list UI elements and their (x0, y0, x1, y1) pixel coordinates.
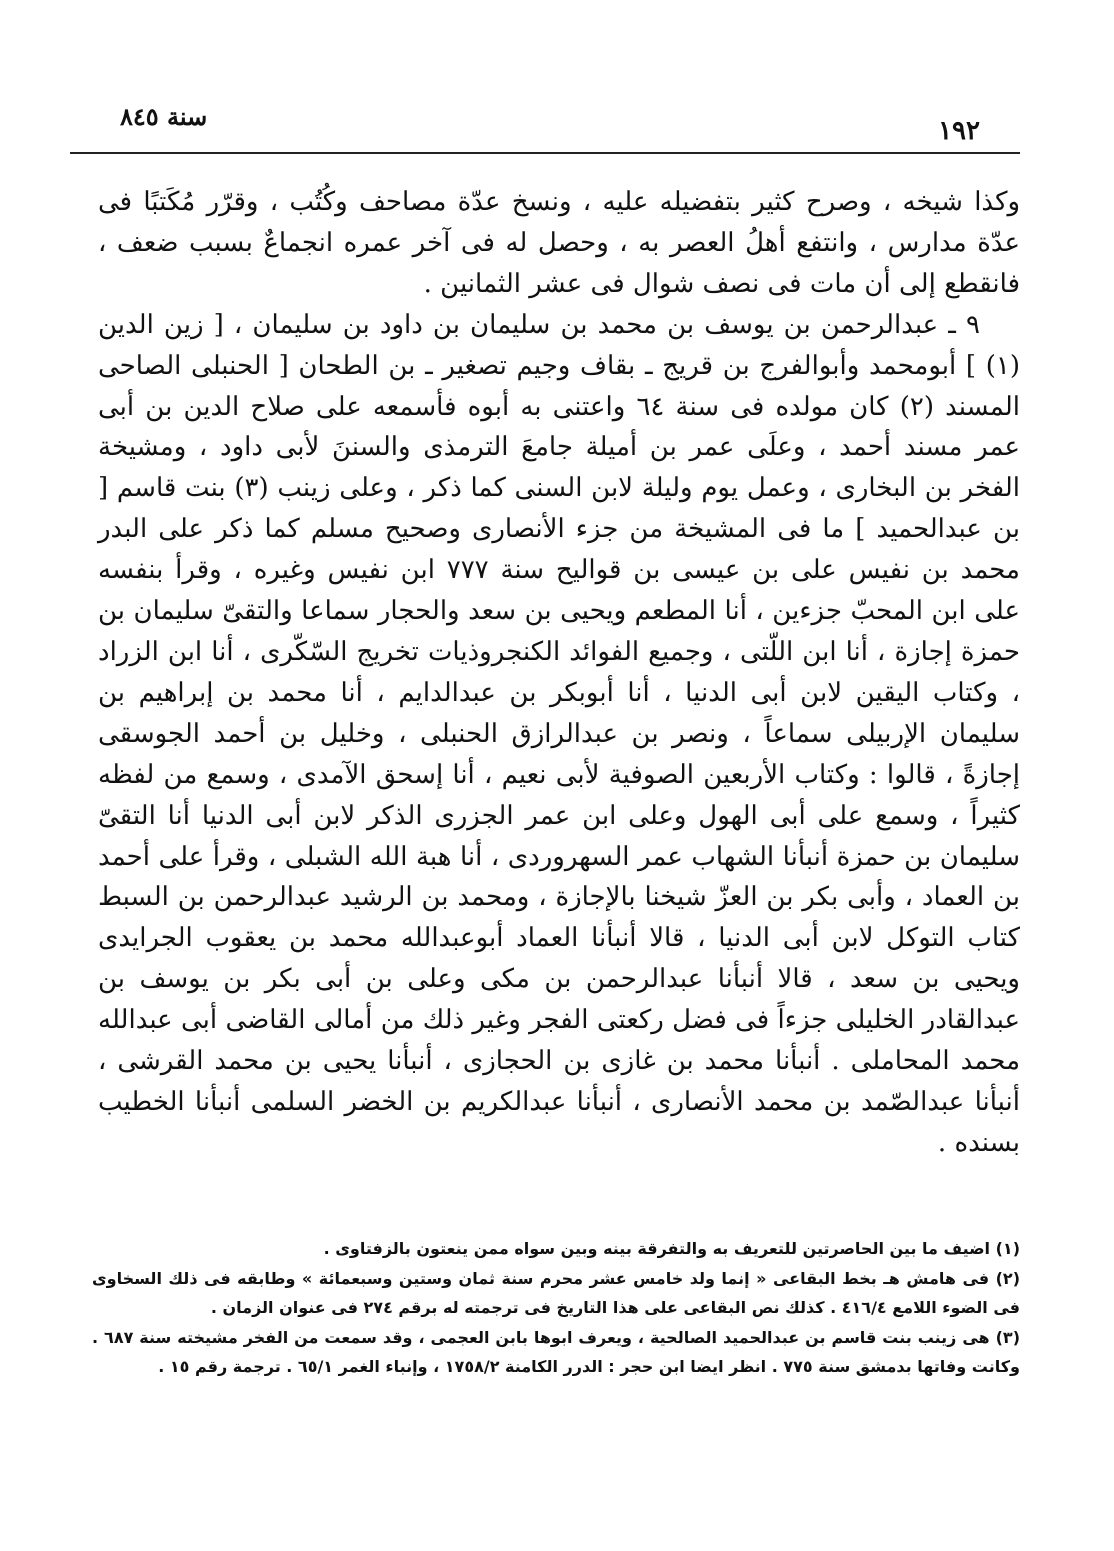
footnote-2: (٢) فى هامش هـ بخط البقاعى « إنما ولد خامس عشر محرم سنة ثمان وستين وسبعمائة » وطابقه فى ذلك السخاوى فى الضوء اللامع ٤١٦/٤ . كذلك نص البقاعى على هذا التاريخ فى ترجمته له برقم ٢٧٤ فى عنوان الزمان . (92, 1268, 1020, 1317)
header-rule (70, 152, 1020, 154)
running-head-year: سنة ٨٤٥ (120, 102, 208, 131)
footnote-3: (٣) هى زينب بنت قاسم بن عبدالحميد الصالحية ، ويعرف ابوها بابن العجمى ، وقد سمعت من الفخر مشيخته سنة ٦٨٧ . وكانت وفاتها بدمشق سنة ٧٧٥ . انظر ايضا ابن حجر : الدرر الكامنة ١٧٥٨/٢ ، وإنباء الغمر ٦٥/١ . ترجمة رقم ١٥ . (92, 1327, 1020, 1376)
paragraph-entry-9: ٩ ـ عبدالرحمن بن يوسف بن محمد بن سليمان بن داود بن سليمان ، [ زين الدين (١) ] أبومحمد وأبوالفرج بن قريج ـ بقاف وجيم تصغير ـ بن الطحان [ الحنبلى الصاحى المسند (٢) كان مولده فى سنة ٦٤ واعتنى به أبوه فأسمعه على صلاح الدين بن أبى عمر مسند أحمد ، وعلَى عمر بن أميلة جامعَ الترمذى والسننَ لأبى داود ، ومشيخة الفخر بن البخارى ، وعمل يوم وليلة لابن السنى كما ذكر ، وعلى زينب (٣) بنت قاسم [ بن عبدالحميد ] ما فى المشيخة من جزء الأنصارى وصحيح مسلم كما ذكر على البدر محمد بن نفيس على بن عيسى بن قواليح سنة ٧٧٧ ابن نفيس وغيره ، وقرأ بنفسه على ابن المحبّ جزءين ، أنا المطعم ويحيى بن سعد والحجار سماعا والتقىّ سليمان بن حمزة إجازة ، أنا ابن اللّتى ، وجميع الفوائد الكنجروذيات تخريج السّكّرى ، أنا ابن الزراد ، وكتاب اليقين لابن أبى الدنيا ، أنا أبوبكر بن عبدالدايم ، أنا محمد بن إبراهيم بن سليمان الإربيلى سماعاً ، ونصر بن عبدالرازق الحنبلى ، وخليل بن أحمد الجوسقى إجازةً ، قالوا : وكتاب الأربعين الصوفية لأبى نعيم ، أنا إسحق الآمدى ، وسمع من لفظه كثيراً ، وسمع على أبى الهول وعلى ابن عمر الجزرى الذكر لابن أبى الدنيا أنا التقىّ سليمان بن حمزة أنبأنا الشهاب عمر السهروردى ، أنا هبة الله الشبلى ، وقرأ على أحمد بن العماد ، وأبى بكر بن العزّ شيخنا بالإجازة ، ومحمد بن الرشيد عبدالرحمن بن السبط كتاب التوكل لابن أبى الدنيا ، قالا أنبأنا العماد أبوعبدالله محمد بن يعقوب الجرايدى ويحيى بن سعد ، قالا أنبأنا عبدالرحمن بن مكى وعلى بن أبى بكر بن يوسف بن عبدالقادر الخليلى جزءاً فى فضل ركعتى الفجر وغير ذلك من أمالى القاضى أبى عبدالله محمد المحاملى . أنبأنا محمد بن غازى بن الحجازى ، أنبأنا يحيى بن محمد القرشى ، أنبأنا عبدالصّمد بن محمد الأنصارى ، أنبأنا عبدالكريم بن الخضر السلمى أنبأنا الخطيب بسنده . (98, 309, 1021, 1158)
paragraph-continuation: وكذا شيخه ، وصرح كثير بتفضيله عليه ، ونسخ عدّة مصاحف وكُتُب ، وقرّر مُكَتبًا فى عدّة مدارس ، وانتفع أهلُ العصر به ، وحصل له فى آخر عمره انجماعٌ بسبب ضعف ، فانقطع إلى أن مات فى نصف شوال فى عشر الثمانين . (98, 187, 1020, 299)
page-header (60, 96, 1020, 152)
footnote-1: (١) اضيف ما بين الحاصرتين للتعريف به والتفرقة بينه وبين سواه ممن ينعتون بالزفتاوى . (323, 1239, 1020, 1258)
page-number: ١٩٢ (938, 116, 980, 146)
footnotes (92, 1234, 1020, 1382)
main-text (98, 182, 1020, 1164)
